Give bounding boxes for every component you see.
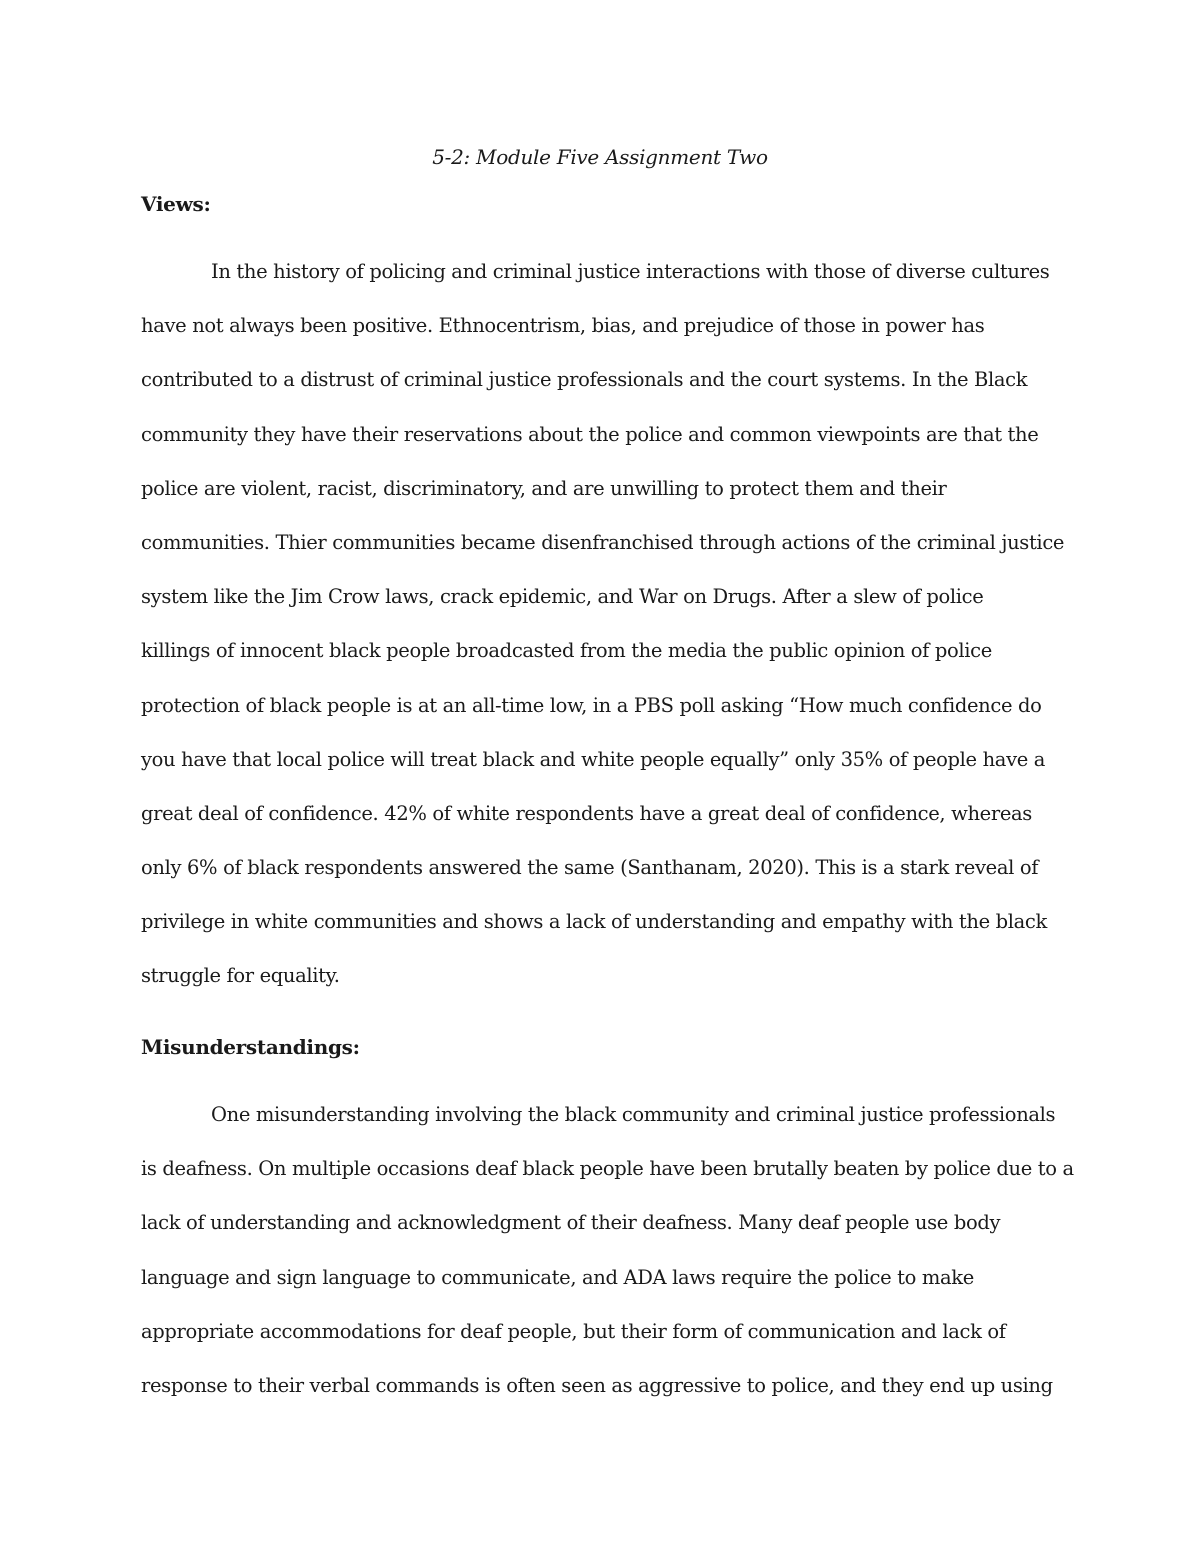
text-line: communities. Thier communities became disenfranchised through actions of the criminal justice (141, 530, 1065, 554)
text-line: only 6% of black respondents answered the same (Santhanam, 2020). This is a stark reveal of (141, 856, 1039, 880)
text-line: struggle for equality. (141, 964, 340, 988)
text-line: is deafness. On multiple occasions deaf black people have been brutally beaten by police due to a (141, 1157, 1074, 1181)
text-line: contributed to a distrust of criminal justice professionals and the court systems. In the Black (141, 368, 1028, 392)
text-line: lack of understanding and acknowledgment of their deafness. Many deaf people use body (141, 1211, 1001, 1235)
text-line: police are violent, racist, discriminatory, and are unwilling to protect them and their (141, 476, 947, 500)
text-line: One misunderstanding involving the black community and criminal justice professionals (211, 1103, 1056, 1126)
paragraph-views (141, 258, 1071, 1017)
paragraph-misunderstandings (141, 1101, 1074, 1426)
text-line: response to their verbal commands is often seen as aggressive to police, and they end up using (141, 1373, 1053, 1397)
document-title: 5-2: Module Five Assignment Two (432, 145, 768, 169)
text-line: great deal of confidence. 42% of white respondents have a great deal of confidence, whereas (141, 801, 1032, 825)
section-heading-views: Views: (141, 192, 211, 216)
text-line: community they have their reservations about the police and common viewpoints are that the (141, 422, 1039, 446)
text-line: appropriate accommodations for deaf people, but their form of communication and lack of (141, 1319, 1006, 1343)
text-line: In the history of policing and criminal justice interactions with those of diverse cultures (211, 260, 1050, 283)
text-line: you have that local police will treat black and white people equally” only 35% of people have a (141, 747, 1046, 771)
text-line: system like the Jim Crow laws, crack epidemic, and War on Drugs. After a slew of police (141, 585, 984, 609)
text-line: privilege in white communities and shows a lack of understanding and empathy with the black (141, 910, 1047, 934)
text-line: language and sign language to communicate, and ADA laws require the police to make (141, 1265, 974, 1289)
text-line: protection of black people is at an all-time low, in a PBS poll asking “How much confidence do (141, 693, 1042, 717)
text-line: killings of innocent black people broadcasted from the media the public opinion of police (141, 639, 992, 663)
section-heading-misunderstandings: Misunderstandings: (141, 1035, 360, 1059)
text-line: have not always been positive. Ethnocentrism, bias, and prejudice of those in power has (141, 314, 985, 338)
